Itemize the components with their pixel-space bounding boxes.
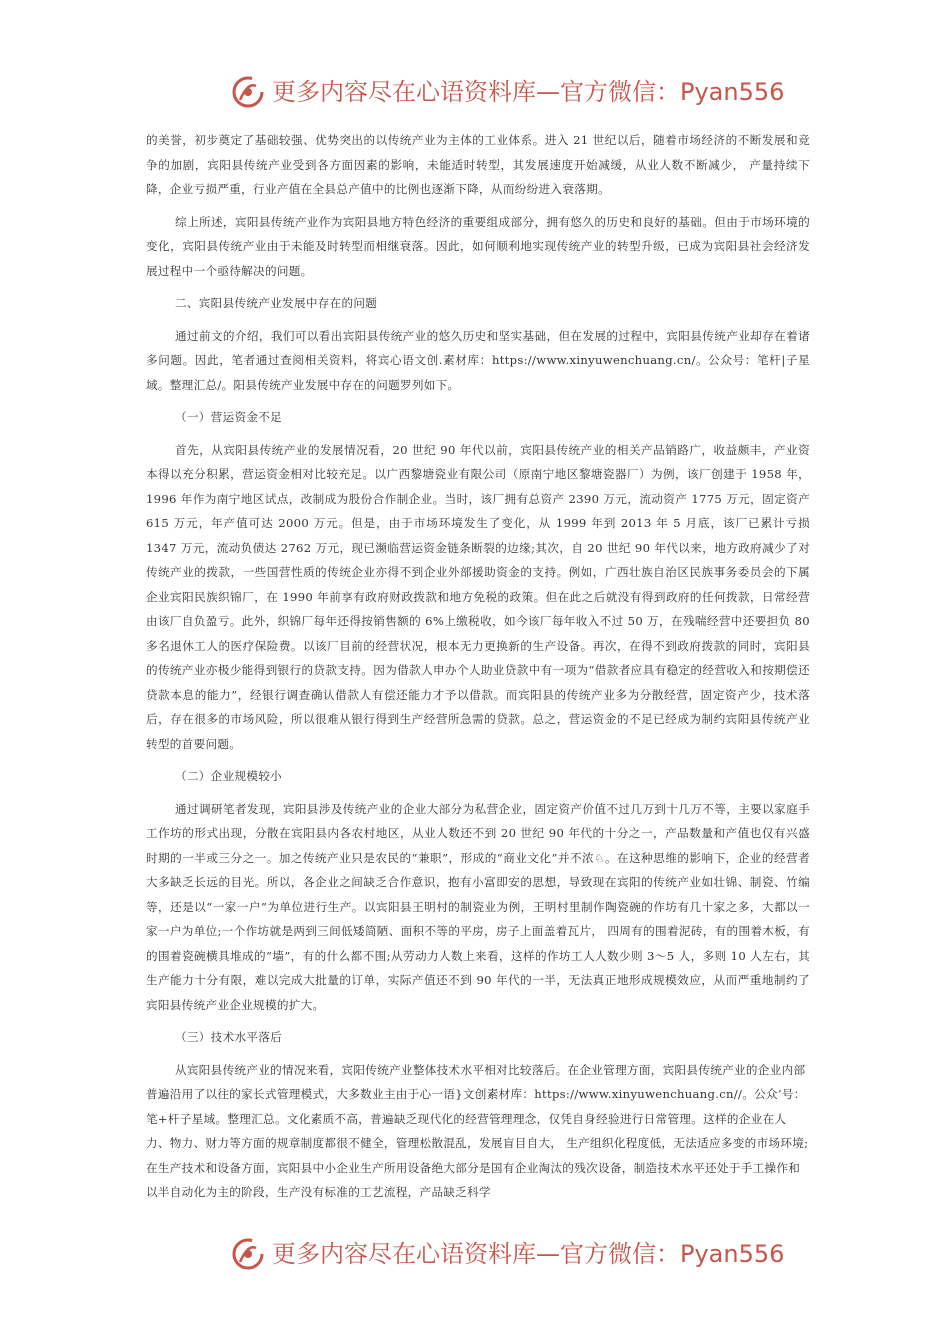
subsection-heading-capital: （一）营运资金不足 [175,410,283,424]
paragraph-capital: 首先，从宾阳县传统产业的发展情况看，20 世纪 90 年代以前，宾阳县传统产业的相关产品销路广，收益颇丰，产业资本得以充分积累，营运资金相对比较充足。以广西黎塘瓷业有限公司（原南宁地区黎塘瓷器厂）为例，该厂创建于 1958 年，1996 年作为南宁地区试点，改制成为股份合作制企业。当时，该厂拥有总资产 2390 万元，流动资产 1775 万元，固定资产 615 万元，年产值可达 2000 万元。但是，由于市场环境发生了变化，从 1999 年到 2013 年 5 月底，该厂已累计亏损 1347 万元，流动负债达 2762 万元，现已濒临营运资金链条断裂的边缘;其次，自 20 世纪 90 年代以来，地方政府减少了对传统产业的拨款，一些国营性质的传统企业亦得不到企业外部援助资金的支持。例如，广西壮族自治区民族事务委员会的下属企业宾阳民族织锦厂，在 1990 年前享有政府财政拨款和地方免税的政策。但在此之后就没有得到政府的任何拨款，日常经营由该厂自负盈亏。此外，织锦厂每年还得按销售额的 6%上缴税收，如今该厂每年收入不过 50 万，在残喘经营中还要担负 80 多名退休工人的医疗保险费。以该厂目前的经营状况，根本无力更换新的生产设备。再次，在得不到政府拨款的同时，宾阳县的传统产业亦极少能得到银行的贷款支持。因为借款人申办个人助业贷款中有一项为“借款者应具有稳定的经营收入和按期偿还贷款本息的能力”，经银行调查确认借款人有偿还能力才予以借款。而宾阳县的传统产业多为分散经营，固定资产少，技术落后，存在很多的市场风险，所以很难从银行得到生产经营所急需的贷款。总之，营运资金的不足已经成为制约宾阳县传统产业转型的首要问题。 [146,442,810,751]
paragraph-technology: 从宾阳县传统产业的情况来看，宾阳传统产业整体技术水平相对比较落后。在企业管理方面，宾阳县传统产业的企业内部普遍沿用了以往的家长式管理模式，大多数业主由于心一语}文创素材库：https://www.xinyuwenchuang.cn//。公众’号：笔+杆子星域。整理汇总。文化素质不高，普遍缺乏现代化的经营管理理念，仅凭自身经验进行日常管理。这样的企业在人力、物力、财力等方面的规章制度都很不健全，管理松散混乱，发展盲目自大， 生产组织化程度低，无法适应多变的市场环境;在生产技术和设备方面，宾阳县中小企业生产所用设备绝大部分是国有企业淘汰的残次设备，制造技术水平还处于手工操作和以半自动化为主的阶段，生产没有标准的工艺流程，产品缺乏科学 [146,1062,809,1199]
section-heading-problems: 二、宾阳县传统产业发展中存在的问题 [175,296,378,310]
subsection-heading-technology: （三）技术水平落后 [175,1030,283,1044]
brush-seal-icon [230,74,266,110]
paragraph-summary: 综上所述，宾阳县传统产业作为宾阳县地方特色经济的重要组成部分，拥有悠久的历史和良好的基础。但由于市场环境的变化，宾阳县传统产业由于未能及时转型而相继衰落。因此，如何顺利地实现传统产业的转型升级，已成为宾阳县社会经济发展过程中一个亟待解决的问题。 [146,214,810,278]
header-banner [230,72,785,112]
banner-text: 更多内容尽在心语资料库—官方微信：Pyan556 [272,78,785,106]
paragraph-scale: 通过调研笔者发现，宾阳县涉及传统产业的企业大部分为私营企业，固定资产价值不过几万到十几万不等，主要以家庭手工作坊的形式出现，分散在宾阳县内各农村地区，从业人数还不到 20 世纪 90 年代的十分之一，产品数量和产值也仅有兴盛时期的一半或三分之一。加之传统产业只是农民的“兼职”，形成的“商业文化”并不浓♘。在这种思维的影响下，企业的经营者大多缺乏长远的目光。所以，各企业之间缺乏合作意识，抱有小富即安的思想，导致现在宾阳的传统产业如壮锦、制瓷、竹编等，还是以“一家一户”为单位进行生产。以宾阳县王明村的制瓷业为例，王明村里制作陶瓷碗的作坊有几十家之多，大都以一家一户为单位;一个作坊就是两到三间低矮简陋、面积不等的平房，房子上面盖着瓦片， 四周有的围着泥砖，有的围着木板，有的围着瓷碗横具堆成的“墙”，有的什么都不围;从劳动力人数上来看，这样的作坊工人人数少则 3～5 人，多则 10 人左右，其生产能力十分有限，难以完成大批量的订单，实际产值还不到 90 年代的一半，无法真正地形成规模效应，从而严重地制约了宾阳县传统产业企业规模的扩大。 [146,801,810,1012]
paragraph-intro: 的美誉，初步奠定了基础较强、优势突出的以传统产业为主体的工业体系。进入 21 世纪以后，随着市场经济的不断发展和竞争的加剧，宾阳县传统产业受到各方面因素的影响，未能适时转型，其发展速度开始减缓，从业人数不断减少， 产量持续下降，企业亏损严重，行业产值在全县总产值中的比例也逐渐下降，从而纷纷进入衰落期。 [146,133,810,196]
document-body [146,128,810,1205]
banner-text: 更多内容尽在心语资料库—官方微信：Pyan556 [272,1240,785,1268]
subsection-heading-scale: （二）企业规模较小 [175,769,283,783]
paragraph-problems-intro: 通过前文的介绍，我们可以看出宾阳县传统产业的悠久历史和坚实基础，但在发展的过程中，宾阳县传统产业却存在着诸多问题。因此，笔者通过查阅相关资料，将宾心语文创.素材库：https://www.xinyuwenchuang.cn/。公众号：笔杆|子星域。整理汇总/。阳县传统产业发展中存在的问题罗列如下。 [146,328,810,392]
footer-banner [230,1234,785,1274]
brush-seal-icon [230,1236,266,1272]
